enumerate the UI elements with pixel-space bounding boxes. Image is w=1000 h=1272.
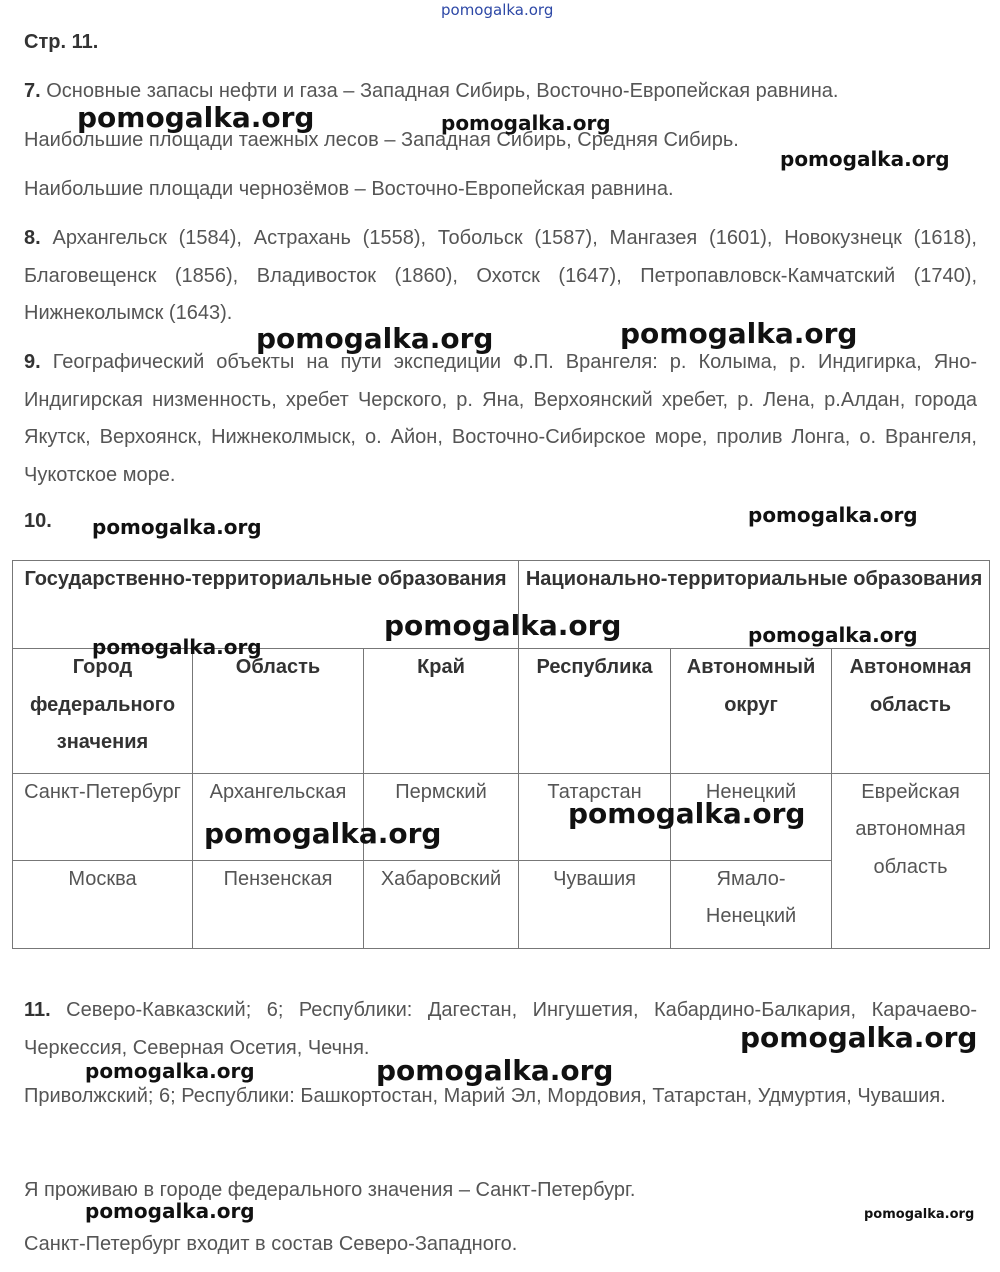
table-row [13,773,990,860]
watermark-text: pomogalka.org [620,317,858,350]
watermark-text: pomogalka.org [441,111,611,135]
watermark-text: pomogalka.org [376,1054,614,1087]
table-cell: Ненецкий [671,773,832,860]
group-state-territorial: Государственно-территориальные образования [13,561,519,649]
task7-line3: Наибольшие площади чернозёмов – Восточно-Европейская равнина. [24,178,674,200]
col-header-autonomous-okrug: Автономный округ [671,649,832,773]
task11-paragraph-3: Я проживаю в городе федерального значения – Санкт-Петербург. [24,1179,636,1201]
col-header-republic: Республика [519,649,671,773]
task10-number: 10. [24,510,52,532]
table-cell: Пензенская [193,860,364,948]
col-header-oblast: Область [193,649,364,773]
task11-number: 11. [24,999,51,1021]
task11-paragraph-4: Санкт-Петербург входит в состав Северо-Западного. [24,1233,518,1255]
site-header-watermark[interactable]: pomogalka.org [441,1,554,19]
table-cell-autonomous-oblast: Еврейская автономная область [832,773,990,948]
task9-text: Географический объекты на пути экспедиции Ф.П. Врангеля: р. Колыма, р. Индигирка, Яно-Индигирская низменность, хребет Черского, р. Яна, Верхоянский хребет, р. Лена, р.Алдан, города Якутск, Верхоянск, Нижнеколмыск, о. Айон, Восточно-Сибирское море, пролив Лонга, о. Врангеля, Чукотское море. [24,351,978,486]
col-header-krai: Край [364,649,519,773]
table-column-header-row [13,649,990,773]
watermark-text: pomogalka.org [256,322,494,355]
table-cell: Пермский [364,773,519,860]
watermark-text: pomogalka.org [204,817,442,850]
task9-paragraph [24,344,977,494]
task11-para1-text: Северо-Кавказский; 6; Республики: Дагестан, Ингушетия, Кабардино-Балкария, Карачаево-Черкессия, Северная Осетия, Чечня. [24,999,977,1059]
watermark-text: pomogalka.org [748,623,918,647]
task7-number: 7. [24,80,41,102]
table-cell: Хабаровский [364,860,519,948]
task11-paragraph-2: Приволжский; 6; Республики: Башкортостан, Марий Эл, Мордовия, Татарстан, Удмуртия, Чувашия. [24,1085,946,1107]
watermark-text: pomogalka.org [568,797,806,830]
task7-line2: Наибольшие площади таежных лесов – Западная Сибирь, Средняя Сибирь. [24,129,739,151]
task9-number: 9. [24,351,41,373]
table-cell: Татарстан [519,773,671,860]
task8-number: 8. [24,227,41,249]
task8-paragraph [24,220,977,333]
watermark-text: pomogalka.org [864,1207,975,1222]
table-cell: Архангельская [193,773,364,860]
watermark-text: pomogalka.org [740,1021,978,1054]
table-cell: Санкт-Петербург [13,773,193,860]
task7-line1-text: Основные запасы нефти и газа – Западная Сибирь, Восточно-Европейская равнина. [46,80,839,102]
watermark-text: pomogalka.org [384,609,622,642]
table-cell: Москва [13,860,193,948]
task8-text: Архангельск (1584), Астрахань (1558), Тобольск (1587), Мангазея (1601), Новокузнецк (1618), Благовещенск (1856), Владивосток (1860), Охотск (1647), Петропавловск-Камчатский (1740), Нижнеколымск (1643). [24,227,977,324]
table-cell: Ямало-Ненецкий [671,860,832,948]
col-header-federal-city: Город федерального значения [13,649,193,773]
page-number-heading: Стр. 11. [24,31,99,53]
watermark-text: pomogalka.org [748,503,918,527]
watermark-text: pomogalka.org [92,635,262,659]
col-header-autonomous-oblast: Автономная область [832,649,990,773]
watermark-text: pomogalka.org [85,1059,255,1083]
watermark-text: pomogalka.org [85,1199,255,1223]
watermark-text: pomogalka.org [77,101,315,134]
table-cell: Чувашия [519,860,671,948]
group-national-territorial: Национально-территориальные образования [519,561,990,649]
watermark-text: pomogalka.org [92,515,262,539]
watermark-text: pomogalka.org [780,147,950,171]
